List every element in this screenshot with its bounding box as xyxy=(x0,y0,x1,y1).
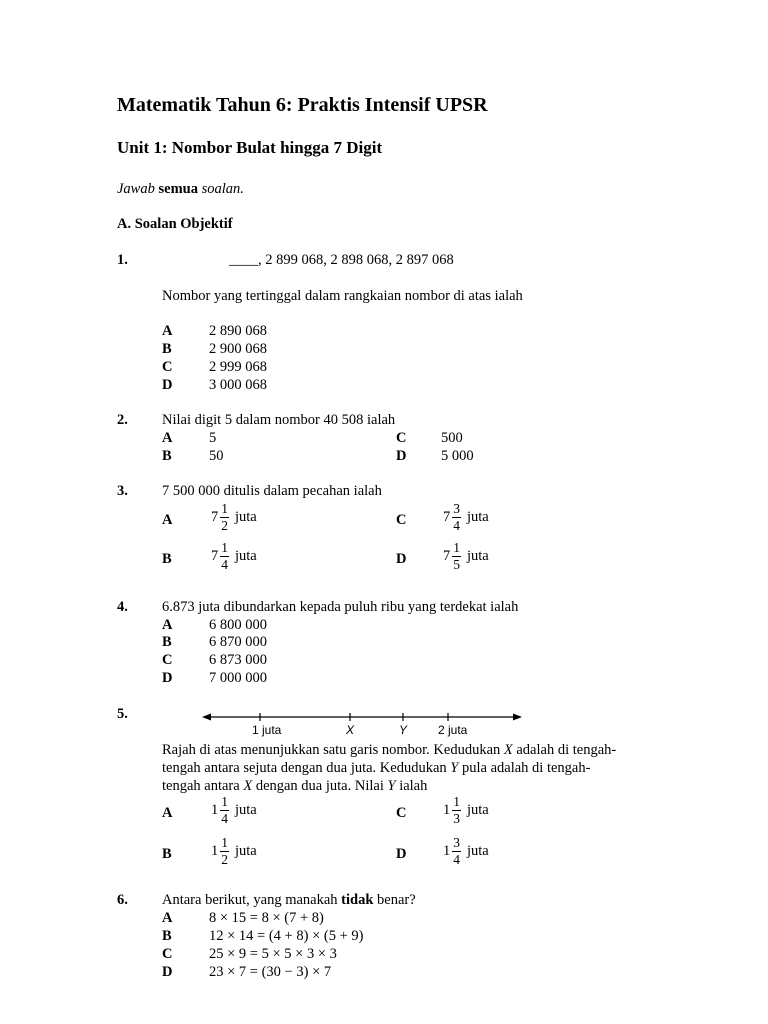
q5-option-letter: A xyxy=(162,805,173,821)
fraction-unit: juta xyxy=(235,509,257,525)
section-title: A. Soalan Objektif xyxy=(117,216,233,232)
fraction-unit: juta xyxy=(235,802,257,818)
instruction-part3: soalan. xyxy=(201,181,244,197)
q4-option-value: 6 870 000 xyxy=(209,634,267,650)
fraction-whole: 7 xyxy=(211,548,219,564)
q4-option-value: 7 000 000 xyxy=(209,670,267,686)
q2-number: 2. xyxy=(117,412,128,428)
fraction-denominator: 2 xyxy=(221,852,228,867)
q5-text-line1: Rajah di atas menunjukkan satu garis nombor. Kedudukan X adalah di tengah- xyxy=(162,742,617,758)
q2-option-letter: D xyxy=(396,448,407,464)
fraction-numerator: 1 xyxy=(453,794,460,809)
q5-text-line3: tengah antara X dengan dua juta. Nilai Y ialah xyxy=(162,778,428,794)
fraction-whole: 1 xyxy=(211,843,219,859)
q2-option-value: 500 xyxy=(441,430,463,446)
fraction-denominator: 2 xyxy=(221,518,228,533)
label-y: Y xyxy=(399,723,408,737)
number-line-arrow-left xyxy=(202,714,211,721)
q5-option-fraction xyxy=(443,795,489,826)
fraction-numerator: 3 xyxy=(453,835,460,850)
fraction-denominator: 3 xyxy=(453,811,460,826)
q6-option-letter: C xyxy=(162,946,173,962)
q3-option-letter: C xyxy=(396,512,407,528)
fraction-denominator: 4 xyxy=(453,518,460,533)
fraction-whole: 7 xyxy=(211,509,219,525)
q1-option-letter: C xyxy=(162,359,173,375)
fraction-whole: 7 xyxy=(443,548,451,564)
fraction-unit: juta xyxy=(235,548,257,564)
q3-option-fraction xyxy=(211,502,257,533)
q4-option-letter: B xyxy=(162,634,172,650)
q6-option-letter: A xyxy=(162,910,173,926)
q5-option-fraction xyxy=(211,795,257,826)
q1-option-letter: A xyxy=(162,323,173,339)
fraction-unit: juta xyxy=(467,802,489,818)
fraction-denominator: 4 xyxy=(221,557,228,572)
q5-number: 5. xyxy=(117,706,128,722)
fraction-whole: 7 xyxy=(443,509,451,525)
fraction-whole: 1 xyxy=(443,802,451,818)
q3-option-letter: A xyxy=(162,512,173,528)
fraction-whole: 1 xyxy=(211,802,219,818)
q3-text: 7 500 000 ditulis dalam pecahan ialah xyxy=(162,483,382,499)
q2-option-value: 5 000 xyxy=(441,448,474,464)
number-line xyxy=(200,704,526,740)
q5-option-letter: B xyxy=(162,846,172,862)
q1-option-value: 2 900 068 xyxy=(209,341,267,357)
fraction-numerator: 1 xyxy=(221,501,228,516)
q6-text-before: Antara berikut, yang manakah xyxy=(162,892,338,908)
fraction-numerator: 1 xyxy=(221,540,228,555)
fraction-whole: 1 xyxy=(443,843,451,859)
fraction-unit: juta xyxy=(467,548,489,564)
q6-option-letter: D xyxy=(162,964,173,980)
q5-option-letter: C xyxy=(396,805,407,821)
q1-option-value: 2 999 068 xyxy=(209,359,267,375)
page-title: Matematik Tahun 6: Praktis Intensif UPSR xyxy=(117,94,488,116)
q2-option-value: 50 xyxy=(209,448,224,464)
q3-option-letter: B xyxy=(162,551,172,567)
q5-option-fraction xyxy=(443,836,489,867)
fraction-numerator: 1 xyxy=(221,835,228,850)
fraction-unit: juta xyxy=(467,509,489,525)
label-2-juta: 2 juta xyxy=(438,723,468,737)
q4-option-letter: A xyxy=(162,617,173,633)
q6-text-bold: tidak xyxy=(341,892,374,908)
q4-option-letter: D xyxy=(162,670,173,686)
instruction xyxy=(117,180,244,198)
q6-option-value: 23 × 7 = (30 − 3) × 7 xyxy=(209,964,332,980)
fraction-unit: juta xyxy=(467,843,489,859)
q5-option-letter: D xyxy=(396,846,407,862)
q1-option-value: 3 000 068 xyxy=(209,377,267,393)
number-line-arrow-right xyxy=(513,714,522,721)
q1-number: 1. xyxy=(117,252,128,268)
q5-option-fraction xyxy=(211,836,257,867)
q6-number: 6. xyxy=(117,892,128,908)
fraction-denominator: 5 xyxy=(453,557,460,572)
instruction-part2: semua xyxy=(158,181,198,197)
q1-option-letter: B xyxy=(162,341,172,357)
q3-option-fraction xyxy=(211,541,257,572)
label-x: X xyxy=(346,723,355,737)
q3-option-letter: D xyxy=(396,551,407,567)
q6-text-after: benar? xyxy=(377,892,416,908)
fraction-denominator: 4 xyxy=(221,811,228,826)
q1-sequence: ____, 2 899 068, 2 898 068, 2 897 068 xyxy=(229,252,454,268)
fraction-unit: juta xyxy=(235,843,257,859)
q3-option-fraction xyxy=(443,541,489,572)
q6-text xyxy=(162,891,416,909)
q1-option-letter: D xyxy=(162,377,173,393)
instruction-part1: Jawab xyxy=(117,181,155,197)
q2-option-letter: B xyxy=(162,448,172,464)
q2-text: Nilai digit 5 dalam nombor 40 508 ialah xyxy=(162,412,396,428)
q6-option-value: 12 × 14 = (4 + 8) × (5 + 9) xyxy=(209,928,364,944)
q4-text: 6.873 juta dibundarkan kepada puluh ribu yang terdekat ialah xyxy=(162,599,519,615)
q4-option-letter: C xyxy=(162,652,173,668)
q5-text-line2: tengah antara sejuta dengan dua juta. Kedudukan Y pula adalah di tengah- xyxy=(162,760,591,776)
q4-number: 4. xyxy=(117,599,128,615)
label-1-juta: 1 juta xyxy=(252,723,282,737)
q2-option-value: 5 xyxy=(209,430,217,446)
fraction-numerator: 1 xyxy=(221,794,228,809)
q4-option-value: 6 800 000 xyxy=(209,617,267,633)
q4-option-value: 6 873 000 xyxy=(209,652,267,668)
q6-option-letter: B xyxy=(162,928,172,944)
fraction-numerator: 1 xyxy=(453,540,460,555)
fraction-denominator: 4 xyxy=(453,852,460,867)
q6-option-value: 25 × 9 = 5 × 5 × 3 × 3 xyxy=(209,946,337,962)
fraction-numerator: 3 xyxy=(453,501,460,516)
unit-title: Unit 1: Nombor Bulat hingga 7 Digit xyxy=(117,138,383,157)
q2-option-letter: C xyxy=(396,430,407,446)
q6-option-value: 8 × 15 = 8 × (7 + 8) xyxy=(209,910,324,926)
q3-number: 3. xyxy=(117,483,128,499)
q1-option-value: 2 890 068 xyxy=(209,323,267,339)
q1-text: Nombor yang tertinggal dalam rangkaian nombor di atas ialah xyxy=(162,288,523,304)
q2-option-letter: A xyxy=(162,430,173,446)
q3-option-fraction xyxy=(443,502,489,533)
